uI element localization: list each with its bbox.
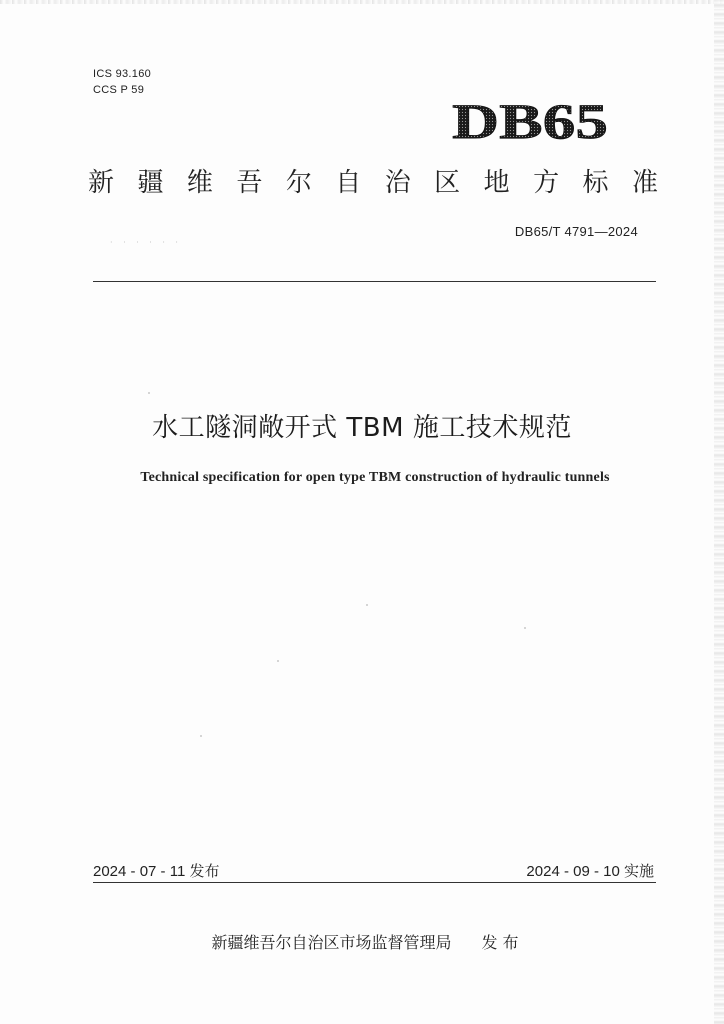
publisher-line [0, 930, 724, 953]
region-title-char: 自 [335, 168, 362, 198]
issue-date: 2024 - 07 - 11 发布 [93, 863, 220, 880]
region-title-char: 吾 [236, 168, 263, 198]
region-title-char: 区 [434, 168, 461, 198]
svg-text:DB65: DB65 [452, 96, 608, 144]
region-standard-title [88, 165, 658, 201]
implementation-date: 2024 - 09 - 10 实施 [526, 863, 654, 880]
scan-speck [524, 627, 526, 629]
footer-divider [93, 882, 656, 883]
region-title-char: 治 [384, 168, 411, 198]
header-divider [93, 281, 656, 282]
ics-code: ICS 93.160 [93, 68, 152, 80]
region-title-char: 维 [186, 168, 213, 198]
db65-logo [452, 96, 612, 144]
classification-codes [93, 66, 151, 98]
region-title-char: 疆 [137, 168, 164, 198]
scan-speck [366, 604, 368, 606]
publisher-action: 发 布 [481, 933, 519, 952]
region-title-char: 尔 [285, 168, 312, 198]
scan-speck [148, 392, 150, 394]
scan-noise-dots: · · · · · · [110, 238, 182, 247]
scan-speck [200, 735, 202, 737]
region-title-char: 标 [582, 168, 609, 198]
standard-title-english: Technical specification for open type TBM construction of hydraulic tunnels [140, 470, 610, 485]
region-title-char: 地 [483, 168, 510, 198]
region-title-char: 新 [88, 168, 115, 198]
publisher-name: 新疆维吾尔自治区市场监督管理局 [211, 933, 452, 952]
scan-speck [277, 660, 279, 662]
region-title-char: 方 [533, 168, 560, 198]
standard-title-chinese: 水工隧洞敞开式 TBM 施工技术规范 [152, 413, 572, 443]
standard-number: DB65/T 4791—2024 [514, 224, 638, 239]
ccs-code: CCS P 59 [93, 84, 145, 96]
scan-artifact-top [0, 0, 724, 4]
region-title-char: 准 [631, 168, 658, 198]
scan-artifact-edge [714, 0, 724, 1024]
